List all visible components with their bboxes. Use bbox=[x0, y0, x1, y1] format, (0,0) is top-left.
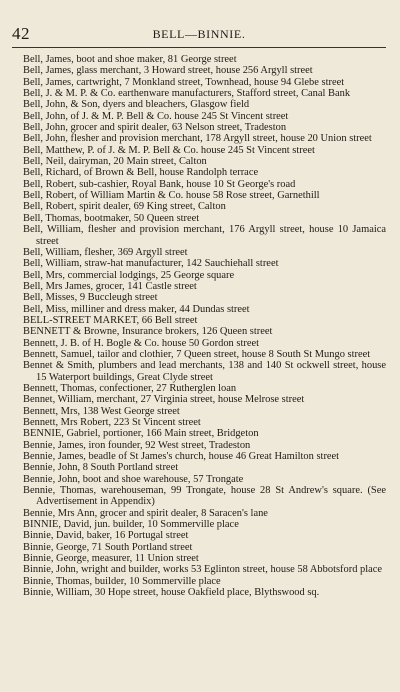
directory-entry: Bell, John, grocer and spirit dealer, 63 Nelson street, Tradeston bbox=[23, 122, 287, 134]
directory-entry: Binnie, George, measurer, 11 Union street bbox=[23, 553, 199, 565]
directory-entry: Binnie, David, baker, 16 Portugal street bbox=[23, 530, 189, 542]
directory-entry: BENNIE, Gabriel, portioner, 166 Main street, Bridgeton bbox=[23, 428, 259, 440]
directory-entry: Bell, Robert, of William Martin & Co. house 58 Rose street, Garnethill bbox=[23, 190, 320, 202]
directory-entry: Bennie, John, 8 South Portland street bbox=[23, 462, 179, 474]
header-rule bbox=[12, 47, 386, 48]
directory-entry: Bell, James, glass merchant, 3 Howard street, house 256 Argyll street bbox=[23, 65, 313, 77]
directory-entry: Bell, James, boot and shoe maker, 81 George street bbox=[23, 54, 237, 65]
directory-entry: Bennett, Mrs Robert, 223 St Vincent street bbox=[23, 417, 201, 428]
directory-entry: Bell, William, flesher and provision merchant, 176 Argyll street, house 10 Jamaica street bbox=[23, 224, 386, 247]
directory-entry: BELL-STREET MARKET, 66 Bell street bbox=[23, 314, 198, 326]
directory-entry: Bell, Robert, sub-cashier, Royal Bank, house 10 St George's road bbox=[23, 178, 296, 190]
directory-entry: Bell, Mrs, commercial lodgings, 25 George square bbox=[23, 269, 235, 281]
directory-entry: Bennet, William, merchant, 27 Virginia street, house Melrose street bbox=[23, 394, 305, 406]
directory-entry: Bell, Miss, milliner and dress maker, 44 Dundas street bbox=[23, 303, 250, 315]
directory-entry: BENNETT & Browne, Insurance brokers, 126 Queen street bbox=[23, 326, 273, 338]
page-header bbox=[12, 24, 386, 44]
directory-entries bbox=[23, 54, 386, 599]
directory-entry: Bell, Mrs James, grocer, 141 Castle street bbox=[23, 280, 197, 292]
directory-entry: Bennett, Mrs, 138 West George street bbox=[23, 405, 180, 417]
directory-entry: Bell, John, of J. & M. P. Bell & Co. house 245 St Vincent street bbox=[23, 110, 289, 122]
directory-entry: Bell, James, cartwright, 7 Monkland street, Townhead, house 94 Glebe street bbox=[23, 76, 345, 88]
directory-entry: Bennie, Thomas, warehouseman, 99 Trongate, house 28 St Andrew's square. (See Advertisement in Appendix) bbox=[23, 485, 386, 508]
directory-entry: Bell, William, flesher, 369 Argyll street bbox=[23, 246, 188, 258]
directory-entry: BINNIE, David, jun. builder, 10 Sommerville place bbox=[23, 519, 239, 531]
directory-entry: Bennett, Thomas, confectioner, 27 Rutherglen loan bbox=[23, 382, 237, 394]
directory-entry: Binnie, George, 71 South Portland street bbox=[23, 541, 193, 553]
directory-entry: Bennett, J. B. of H. Bogle & Co. house 50 Gordon street bbox=[23, 337, 259, 349]
directory-entry: Bell, William, straw-hat manufacturer, 142 Sauchiehall street bbox=[23, 258, 279, 270]
directory-entry: Bell, Thomas, bootmaker, 50 Queen street bbox=[23, 212, 200, 224]
page-number: 42 bbox=[12, 24, 30, 43]
directory-entry: Bell, Richard, of Brown & Bell, house Randolph terrace bbox=[23, 167, 259, 179]
directory-entry: Bennie, John, boot and shoe warehouse, 57 Trongate bbox=[23, 473, 244, 485]
running-title: BELL—BINNIE. bbox=[152, 27, 246, 41]
directory-entry: Binnie, John, wright and builder, works 53 Eglinton street, house 58 Abbotsford place bbox=[23, 564, 383, 576]
directory-entry: Bennet & Smith, plumbers and lead merchants, 138 and 140 St ockwell street, house 15 Waterport buildings, Great Clyde street bbox=[23, 360, 386, 383]
directory-entry: Bell, Matthew, P. of J. & M. P. Bell & Co. house 245 St Vincent street bbox=[23, 144, 315, 156]
directory-entry: Binnie, Thomas, builder, 10 Sommerville place bbox=[23, 575, 221, 587]
directory-entry: Bennie, James, iron founder, 92 West street, Tradeston bbox=[23, 439, 251, 451]
directory-entry: Bell, J. & M. P. & Co. earthenware manufacturers, Stafford street, Canal Bank bbox=[23, 88, 351, 100]
directory-entry: Binnie, William, 30 Hope street, house Oakfield place, Blythswood sq. bbox=[23, 587, 320, 599]
directory-entry: Bell, John, & Son, dyers and bleachers, Glasgow field bbox=[23, 99, 250, 111]
directory-entry: Bennie, James, beadle of St James's church, house 46 Great Hamilton street bbox=[23, 451, 340, 463]
directory-entry: Bell, Misses, 9 Buccleugh street bbox=[23, 292, 158, 304]
directory-entry: Bell, John, flesher and provision merchant, 178 Argyll street, house 20 Union street bbox=[23, 133, 372, 145]
directory-entry: Bell, Robert, spirit dealer, 69 King street, Calton bbox=[23, 201, 226, 213]
directory-entry: Bennett, Samuel, tailor and clothier, 7 Queen street, house 8 South St Mungo street bbox=[23, 348, 371, 360]
directory-entry: Bennie, Mrs Ann, grocer and spirit dealer, 8 Saracen's lane bbox=[23, 507, 268, 519]
directory-entry: Bell, Neil, dairyman, 20 Main street, Calton bbox=[23, 156, 207, 168]
